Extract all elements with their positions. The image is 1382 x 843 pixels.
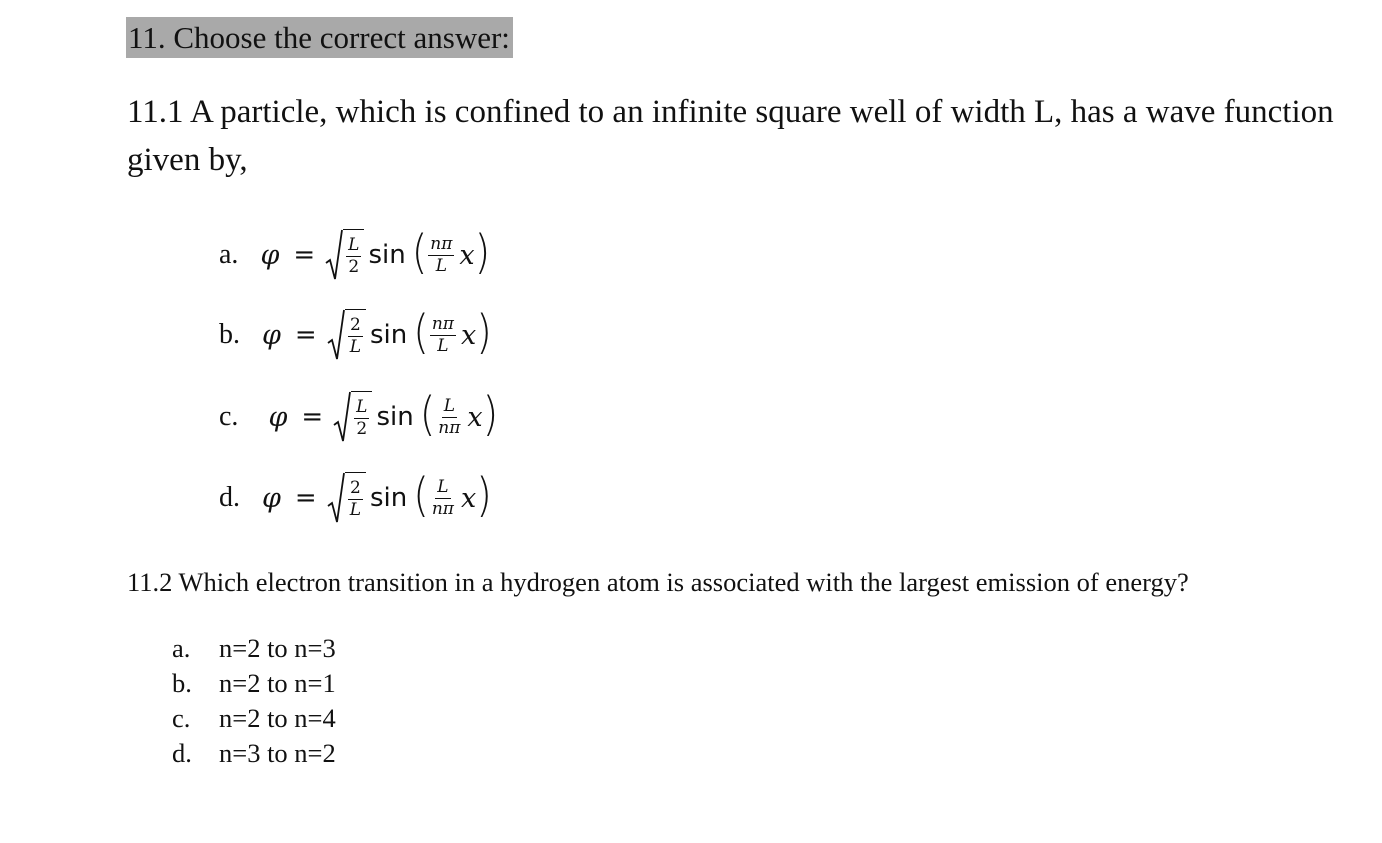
right-paren: ) (476, 306, 492, 360)
equals-sign: = (293, 240, 316, 270)
sin-function: sin (368, 240, 406, 270)
option-letter: a. (219, 239, 239, 270)
square-root (327, 472, 366, 524)
square-root (333, 391, 372, 443)
q1-option-a[interactable] (219, 225, 490, 285)
option-text: n=3 to n=2 (219, 737, 336, 768)
phi-symbol: φ (260, 239, 280, 271)
question-11-1-text: 11.1 A particle, which is confined to an infinite square well of width L, has a wave function given by, (127, 94, 1334, 178)
sqrt-denominator: L (349, 499, 361, 520)
radical-sign-icon (327, 472, 345, 524)
equals-sign: = (294, 483, 317, 513)
phi-symbol: φ (268, 401, 288, 433)
left-paren: ( (413, 469, 429, 523)
equals-sign: = (301, 402, 324, 432)
option-text: n=2 to n=1 (219, 667, 336, 698)
q2-option-a[interactable] (172, 631, 336, 665)
q1-option-d[interactable] (219, 468, 492, 528)
right-paren: ) (474, 226, 491, 280)
arg-numerator: L (437, 477, 449, 497)
option-letter: d. (172, 737, 192, 768)
right-paren: ) (482, 388, 499, 442)
option-letter: b. (172, 667, 192, 698)
sqrt-denominator: 2 (356, 418, 368, 439)
phi-symbol: φ (262, 319, 281, 351)
sqrt-denominator: 2 (348, 256, 360, 277)
arg-numerator: L (443, 396, 455, 416)
formula (262, 469, 492, 524)
option-letter: c. (172, 702, 191, 733)
equals-sign: = (294, 320, 317, 350)
sqrt-numerator: L (356, 396, 368, 417)
q2-option-d[interactable] (172, 736, 336, 770)
square-root (325, 229, 364, 281)
formula (262, 306, 492, 361)
section-heading: 11. Choose the correct answer: (126, 17, 513, 58)
option-letter: b. (219, 319, 240, 350)
arg-denominator: nπ (431, 499, 454, 519)
radical-sign-icon (333, 391, 351, 443)
option-letter: a. (172, 632, 191, 663)
sqrt-denominator: L (349, 336, 361, 357)
question-11-2-text: 11.2 Which electron transition in a hydrogen atom is associated with the largest emission of energy? (127, 567, 1189, 597)
left-paren: ( (413, 306, 429, 360)
sin-function: sin (370, 320, 408, 350)
x-variable: x (460, 482, 477, 514)
q2-option-c[interactable] (172, 701, 336, 735)
formula (260, 226, 491, 281)
sin-function: sin (376, 402, 414, 432)
option-text: n=2 to n=4 (219, 702, 336, 733)
option-letter: c. (219, 401, 239, 432)
option-letter: d. (219, 482, 240, 513)
arg-numerator: nπ (431, 314, 454, 334)
arg-denominator: L (437, 336, 449, 356)
left-paren: ( (419, 388, 436, 442)
square-root (327, 309, 366, 361)
arg-denominator: nπ (438, 418, 461, 438)
formula (268, 388, 499, 443)
x-variable: x (460, 319, 477, 351)
option-text: n=2 to n=3 (219, 632, 336, 663)
q1-option-b[interactable] (219, 305, 492, 365)
sqrt-numerator: 2 (349, 314, 361, 335)
arg-numerator: nπ (430, 234, 453, 254)
radical-sign-icon (325, 229, 343, 281)
left-paren: ( (411, 226, 428, 280)
arg-denominator: L (435, 256, 447, 276)
x-variable: x (459, 239, 475, 271)
radical-sign-icon (327, 309, 345, 361)
q1-option-c[interactable] (219, 387, 498, 447)
q2-option-b[interactable] (172, 666, 336, 700)
right-paren: ) (476, 469, 492, 523)
phi-symbol: φ (262, 482, 281, 514)
sqrt-numerator: L (348, 234, 360, 255)
sqrt-numerator: 2 (349, 477, 361, 498)
sin-function: sin (370, 483, 408, 513)
x-variable: x (467, 401, 483, 433)
